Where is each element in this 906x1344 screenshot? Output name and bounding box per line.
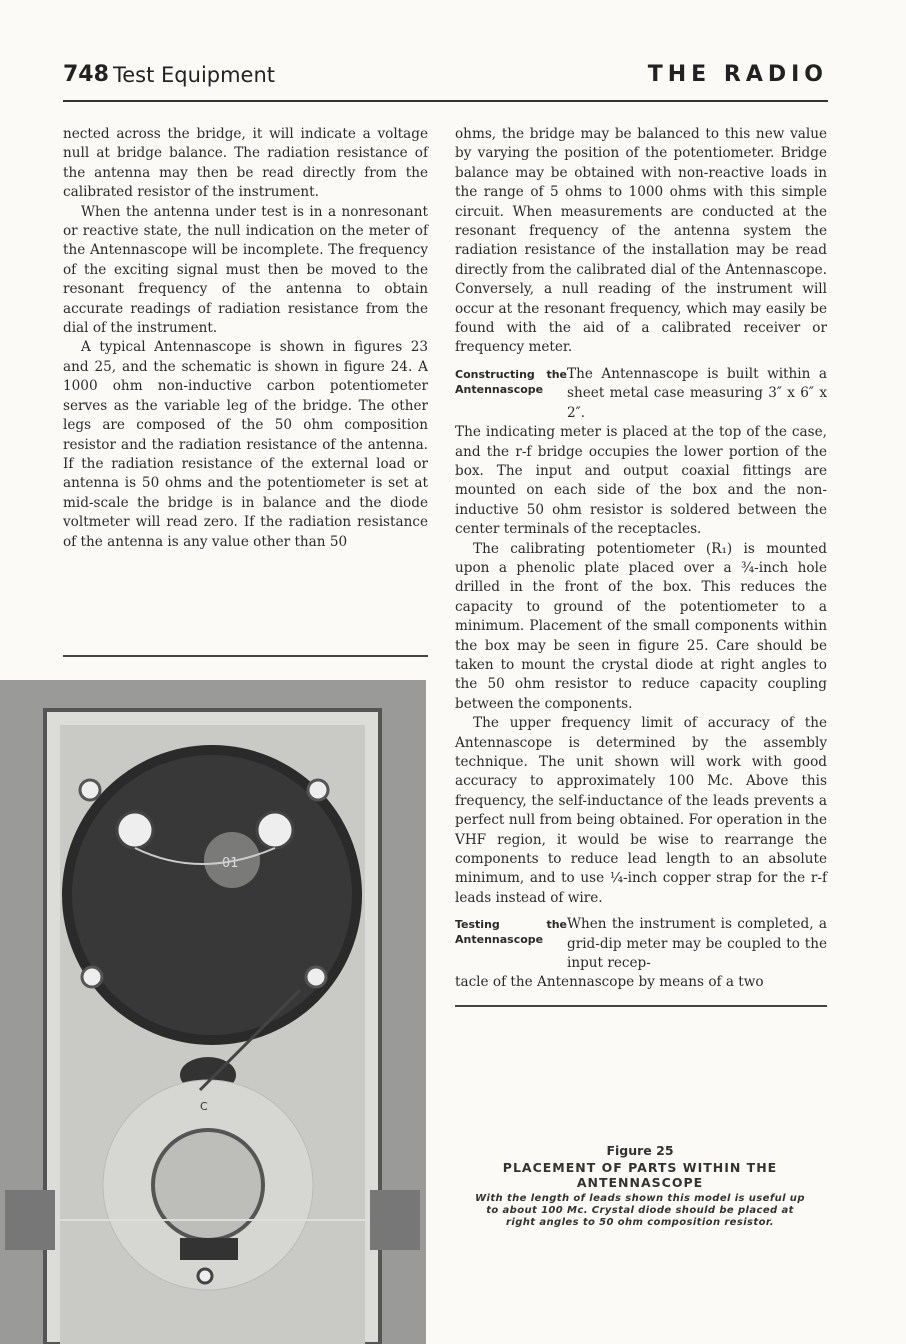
paragraph: The indicating meter is placed at the top of the case, and the r-f bridge occupies the lower portion of the box. The input and output coaxial fittings are mounted on each side of the box and the non-inductive 50 ohm resistor is soldered between the center terminals of the receptacles.	[455, 424, 827, 538]
column-rule	[63, 655, 428, 657]
sidehead-testing	[455, 915, 827, 973]
resistor	[180, 1238, 238, 1260]
page-header	[63, 62, 828, 94]
paragraph: nected across the bridge, it will indicate a voltage null at bridge balance. The radiation resistance of the antenna may then be read directly from the calibrated resistor of the instrument.	[63, 126, 428, 201]
capacitor-label: 01	[222, 856, 239, 871]
figure-description: With the length of leads shown this model is useful up to about 100 Mc. Crystal diode should be placed at right angles to 50 ohm composition resistor.	[475, 1193, 805, 1228]
left-column	[63, 125, 428, 552]
right-column	[455, 125, 827, 1007]
paragraph: The calibrating potentiometer (R₁) is mounted upon a phenolic plate placed over a ¾-inch hole drilled in the front of the box. This reduces the capacity to ground of the potentiometer to a minimum. Placement of the small components within the box may be seen in figure 25. Care should be taken to mount the crystal diode at right angles to the 50 ohm resistor to reduce capacity coupling between the components.	[455, 540, 827, 712]
sidehead-text: When the instrument is completed, a grid-dip meter may be coupled to the input recep-	[567, 916, 827, 972]
figure-number: Figure 25	[606, 1143, 674, 1158]
component-label: C	[200, 1100, 208, 1113]
section-title: Test Equipment	[113, 63, 276, 87]
figure-caption	[470, 1143, 810, 1229]
book-title: THE RADIO	[647, 62, 828, 87]
sidehead-label: Constructing the Antennascope	[455, 367, 567, 396]
sidehead-text: The Antennascope is built within a sheet metal case measuring 3″ x 6″ x 2″.	[567, 365, 827, 421]
paragraph: tacle of the Antennascope by means of a two	[455, 974, 764, 991]
sidehead-constructing	[455, 365, 827, 423]
page-number: 748	[63, 62, 109, 87]
figure-title: PLACEMENT OF PARTS WITHIN THE ANTENNASCOPE	[502, 1160, 778, 1190]
paragraph: A typical Antennascope is shown in figures 23 and 25, and the schematic is shown in figure 24. A 1000 ohm non-inductive carbon potentiometer serves as the variable leg of the bridge. The other legs are composed of the 50 ohm composition resistor and the radiation resistance of the antenna. If the radiation resistance of the external load or antenna is 50 ohms and the potentiometer is set at mid-scale the bridge is in balance and the diode voltmeter will read zero. If the radiation resistance of the antenna is any value other than 50	[63, 339, 428, 550]
column-rule	[455, 1005, 827, 1007]
paragraph: The upper frequency limit of accuracy of the Antennascope is determined by the assembly technique. The unit shown will work with good accuracy to approximately 100 Mc. Above this frequency, the self-inductance of the leads prevents a perfect null from being obtained. For operation in the VHF region, it would be wise to rearrange the components to reduce lead length to an absolute minimum, and to use ¼-inch copper strap for the r-f leads instead of wire.	[455, 715, 827, 906]
sidehead-label: Testing the Antennascope	[455, 918, 567, 947]
paragraph: ohms, the bridge may be balanced to this new value by varying the position of the potentiometer. Bridge balance may be obtained with non-reactive loads in the range of 5 ohms to 1000 ohms with this simple circuit. When measurements are conducted at the resonant frequency of the antenna system the radiation resistance of the installation may be read directly from the calibrated dial of the Antennascope. Conversely, a null reading of the instrument will occur at the resonant frequency, which may easily be found with the aid of a calibrated receiver or frequency meter.	[455, 126, 827, 356]
antennascope-photo	[0, 680, 426, 1344]
header-rule	[63, 100, 828, 102]
paragraph: When the antenna under test is in a nonresonant or reactive state, the null indication on the meter of the Antennascope will be incomplete. The frequency of the exciting signal must then be moved to the resonant frequency of the antenna to obtain accurate readings of radiation resistance from the dial of the instrument.	[63, 203, 428, 337]
